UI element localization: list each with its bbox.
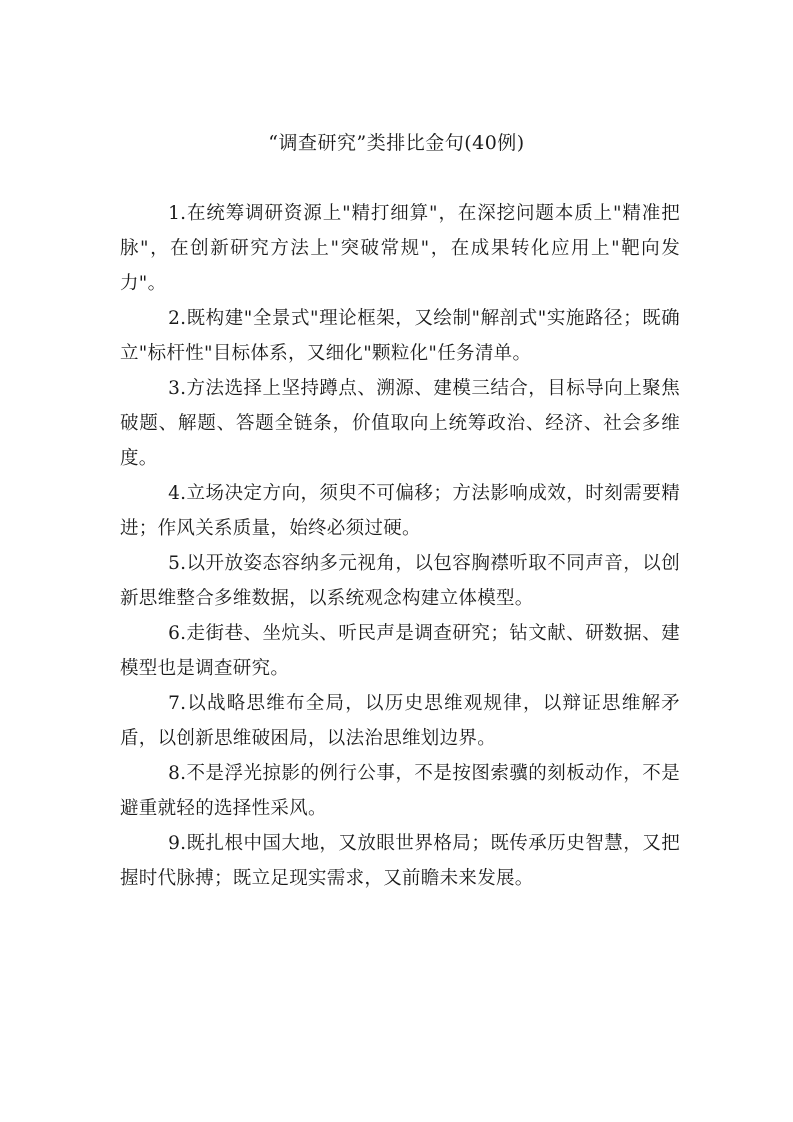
paragraph-8: 8.不是浮光掠影的例行公事，不是按图索骥的刻板动作，不是避重就轻的选择性采风。 [120,763,680,819]
paragraph-5: 5.以开放姿态容纳多元视角，以包容胸襟听取不同声音，以创新思维整合多维数据，以系统观念构建立体模型。 [120,553,680,609]
paragraph-7: 7.以战略思维布全局，以历史思维观规律，以辩证思维解矛盾，以创新思维破困局，以法治思维划边界。 [120,693,680,749]
paragraph-1: 1.在统筹调研资源上"精打细算"，在深挖问题本质上"精准把脉"，在创新研究方法上"突破常规"，在成果转化应用上"靶向发力"。 [120,203,680,294]
paragraph-9: 9.既扎根中国大地，又放眼世界格局；既传承历史智慧，又把握时代脉搏；既立足现实需求，又前瞻未来发展。 [120,833,680,889]
document-title: “调查研究”类排比金句(40例) [268,132,525,154]
document-body [120,196,680,896]
paragraph-3: 3.方法选择上坚持蹲点、溯源、建模三结合，目标导向上聚焦破题、解题、答题全链条，价值取向上统筹政治、经济、社会多维度。 [120,378,680,469]
paragraph-4: 4.立场决定方向，须臾不可偏移；方法影响成效，时刻需要精进；作风关系质量，始终必须过硬。 [120,483,680,539]
paragraph-2: 2.既构建"全景式"理论框架，又绘制"解剖式"实施路径；既确立"标杆性"目标体系，又细化"颗粒化"任务清单。 [120,308,680,364]
paragraph-6: 6.走街巷、坐炕头、听民声是调查研究；钻文献、研数据、建模型也是调查研究。 [120,623,680,679]
